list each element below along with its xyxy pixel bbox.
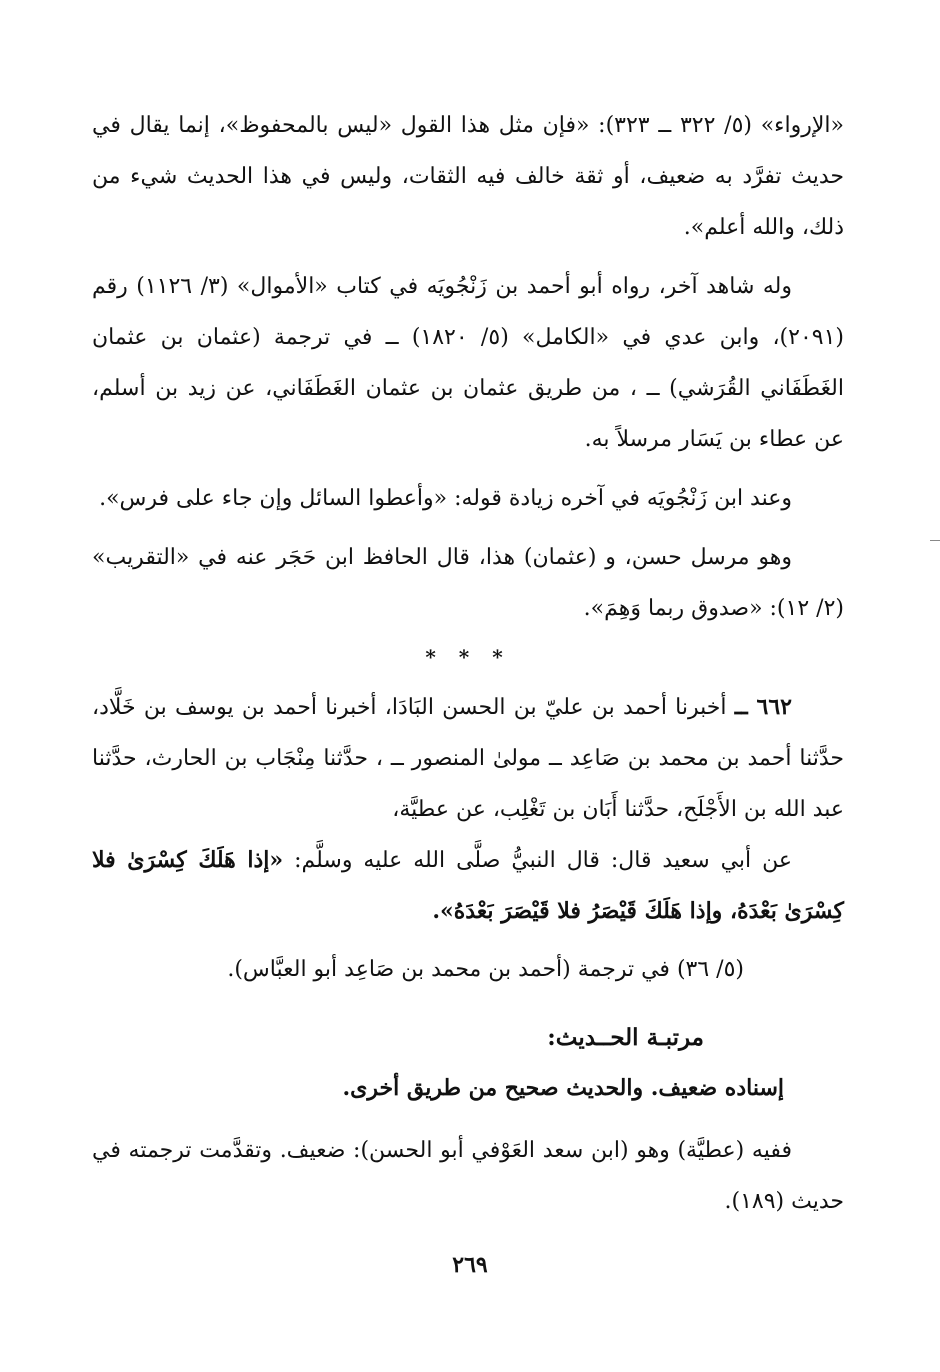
page-body [92,100,844,1235]
source-citation: (٥/ ٣٦) في ترجمة (أحمد بن محمد بن صَاعِد أبو العبَّاس). [227,957,744,982]
hadith-intro: عن أبي سعيد قال: قال النبيُّ صلَّى الله عليه وسلَّم: [294,848,792,873]
paragraph-addition: وعند ابن زَنْجُويَه في آخره زيادة قوله: «وأعطوا السائل وإن جاء على فرس». [99,486,792,511]
hadith-verdict: إسناده ضعيف. والحديث صحيح من طريق أخرى. [342,1075,784,1101]
paragraph-irwa-quote: «الإرواء» (٥/ ٣٢٢ ــ ٣٢٣): «فإن مثل هذا القول «ليس بالمحفوظ»، إنما يقال في حديث تفرَّد به ضعيف، أو ثقة خالف فيه الثقات، وليس في هذا الحديث شيء من ذلك، والله أعلم». [92,113,844,240]
hadith-isnad: أخبرنا أحمد بن عليّ بن الحسن البَادَا، أخبرنا أحمد بن يوسف بن خَلَّاد، حدَّثنا أحمد بن محمد بن صَاعِد ــ مولىٰ المنصور ــ ، حدَّثنا مِنْجَاب بن الحارث، حدَّثنا عبد الله بن الأَجْلَح، حدَّثنا أَبَان بن تَغْلِب، عن عطيَّة، [92,695,844,822]
margin-mark [930,540,940,541]
paragraph-grading: وهو مرسل حسن، و (عثمان) هذا، قال الحافظ ابن حَجَر عنه في «التقريب» (٢/ ١٢): «صدوق ربما وَهِمَ». [92,545,844,621]
hadith-number: ٦٦٢ ــ [734,694,792,720]
page-number: ٢٦٩ [452,1252,488,1278]
paragraph-witness: وله شاهد آخر، رواه أبو أحمد بن زَنْجُويَه في كتاب «الأموال» (٣/ ١١٢٦) رقم (٢٠٩١)، وابن عدي في «الكامل» (٥/ ١٨٢٠) ــ في ترجمة (عثمان بن عثمان الغَطَفَاني القُرَشي) ــ ، من طريق عثمان بن عثمان الغَطَفَاني، عن زيد بن أسلم، عن عطاء بن يَسَار مرسلاً به. [92,274,845,452]
paragraph-hadith-chain [92,682,844,835]
paragraph-explanation: ففيه (عطيَّة) وهو (ابن سعد العَوْفي أبو الحسن): ضعيف. وتقدَّمت ترجمته في حديث (١٨٩). [92,1138,844,1214]
hadith-matn: «إذا هَلَكَ كِسْرَىٰ فلا كِسْرَىٰ بَعْدَهُ، وإذا هَلَكَ قَيْصَرُ فلا قَيْصَرَ بَعْدَهُ». [92,847,844,924]
section-separator: * * * [425,645,511,669]
paragraph-hadith-text [92,835,844,937]
section-heading: مرتبـة الحــديث: [547,1024,704,1051]
